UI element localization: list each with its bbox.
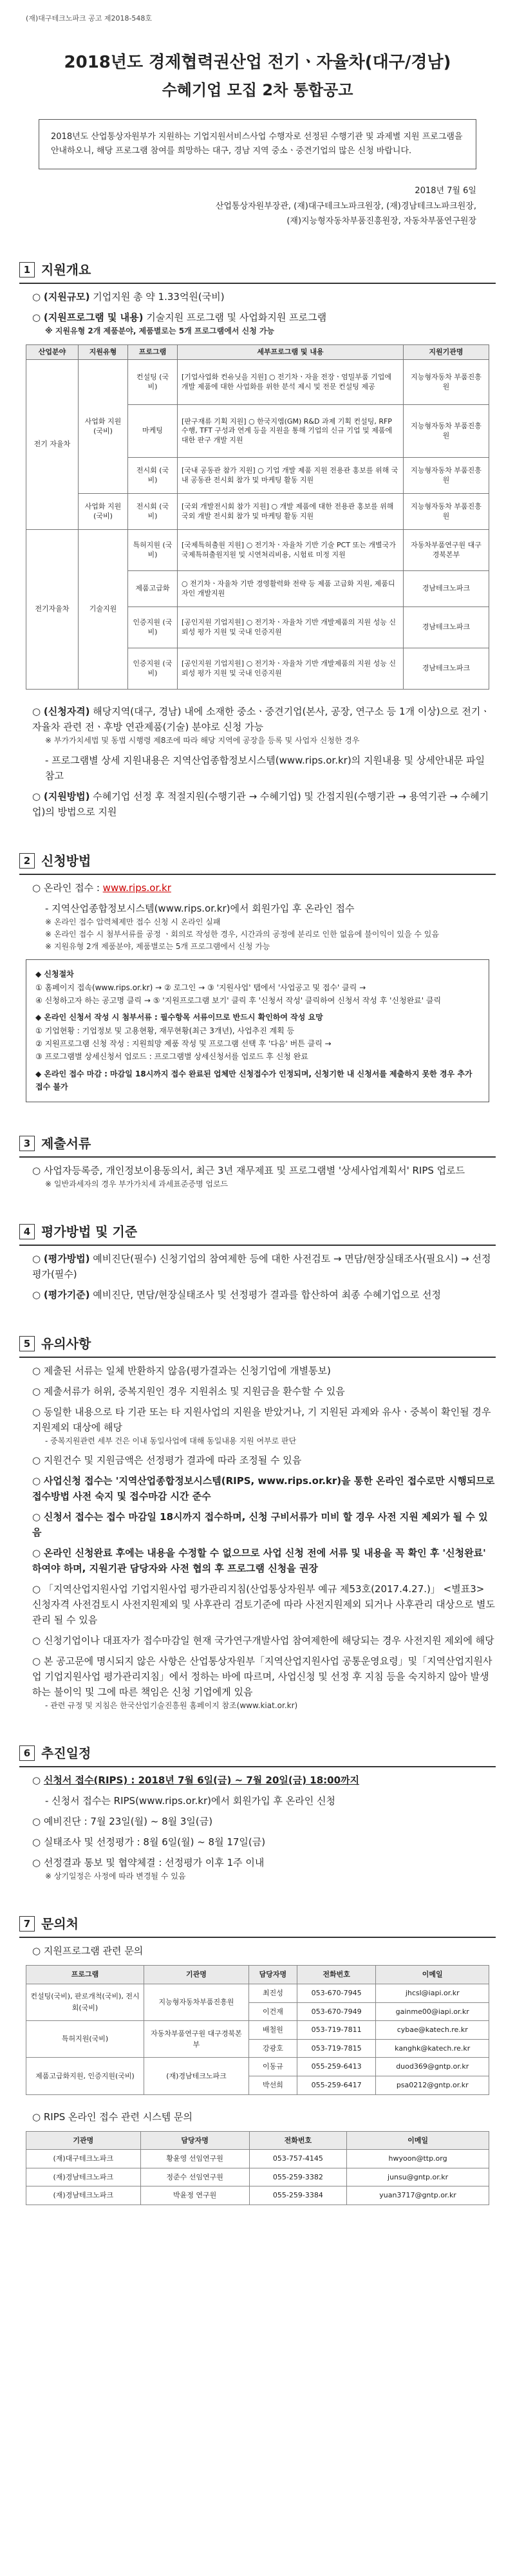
table-header-row: 프로그램 기관명 담당자명 전화번호 이메일 xyxy=(26,1966,489,1984)
intro-box: 2018년도 산업통상자원부가 지원하는 기업지원서비스사업 수행자로 선정된 수행기관 및 과제별 지원 프로그램을 안내하오니, 해당 프로그램 참여를 희망하는 대구, 경남 지역 중소ㆍ중견기업의 많은 신청 바랍니다. xyxy=(39,119,476,169)
schedule-application: ○ 신청서 접수(RIPS) : 2018년 7월 6일(금) ~ 7월 20일(금) 18:00까지 xyxy=(32,1774,360,1787)
issue-date: 2018년 7월 6일 xyxy=(415,186,476,196)
page-title: 2018년도 경제협력권산업 전기ㆍ자율차(대구/경남) xyxy=(64,52,451,72)
section-heading: 6 추진일정 xyxy=(19,1743,496,1767)
support-program: ○ (지원프로그램 및 내용) 기술지원 프로그램 및 사업화지원 프로그램 xyxy=(32,312,327,324)
eligibility-detail: - 프로그램별 상세 지원내용은 지역산업종합정보시스템(www.rips.or.kr)의 지원내용 및 상세안내문 파일 참고 xyxy=(45,754,485,782)
section-heading: 4 평가방법 및 기준 xyxy=(19,1221,496,1246)
section-heading: 1 지원개요 xyxy=(19,259,496,284)
list-item: ○ 지원건수 및 지원금액은 선정평가 결과에 따라 조정될 수 있음 xyxy=(32,1454,302,1467)
table-row: 사업화 지원 (국비) 전시회 (국비) [국외 개발전시회 참가 지원] ○ 개발 제품에 대한 전용관 홍보를 위해 국외 개발 전시회 참가 및 마케팅 활동 지원 지능형자동차 부품진흥원 xyxy=(26,494,489,530)
table-row: 강광호 053-719-7815 kanghk@katech.re.kr xyxy=(26,2039,489,2058)
table-row: (재)경남테크노파크 박윤정 연구원 055-259-3384 yuan3717@gntp.or.kr xyxy=(26,2186,489,2205)
table-header-row: 기관명 담당자명 전화번호 이메일 xyxy=(26,2131,489,2150)
section-heading: 3 제출서류 xyxy=(19,1133,496,1158)
application-note: ※ 온라인 접수 압력체제만 접수 신청 시 온라인 실패 xyxy=(45,917,221,926)
section-documents xyxy=(19,1133,496,1190)
list-item: ○ 제출서류가 허위, 중복지원인 경우 지원취소 및 지원금을 환수할 수 있음 xyxy=(32,1385,345,1397)
table-header-row: 산업분야 지원유형 프로그램 세부프로그램 및 내용 지원기관명 xyxy=(26,344,489,360)
online-application: ○ 온라인 접수 : www.rips.or.kr xyxy=(32,881,171,894)
support-scale: ○ (지원규모) 기업지원 총 약 1.33억원(국비) xyxy=(32,291,225,303)
section-overview xyxy=(19,259,496,819)
application-note: ※ 온라인 접수 시 첨부서류를 공정 ㆍ회의로 작성한 경우, 시간과의 공정에 분리로 인한 없음에 불이익이 있을 수 있음 xyxy=(45,929,439,939)
announcement-number: (재)대구테크노파크 공고 제2018-548호 xyxy=(26,14,153,23)
list-item: ○ 동일한 내용으로 타 기관 또는 타 지원사업의 지원을 받았거나, 기 지원된 과제와 유사ㆍ중복이 확인될 경우 지원제외 대상에 해당 xyxy=(32,1406,491,1433)
schedule-evaluation: ○ 실태조사 및 선정평가 : 8월 6일(월) ~ 8월 17일(금) xyxy=(32,1836,266,1848)
list-item: ○ 신청기업이나 대표자가 접수마감일 현재 국가연구개발사업 참여제한에 해당되는 경우 사전지원 제외에 해당 xyxy=(32,1635,494,1647)
table-row: 전기 자율차 사업화 지원 (국비) 컨설팅 (국비) [기업사업화 컨유닛을 지원] ○ 전기차ㆍ자율 전장ㆍ엄밀부품 기업에 개발 제품에 대한 사업화를 위한 분석 제시 및 전문 컨설팅 제공 지능형자동차 부품진흥원 xyxy=(26,360,489,405)
page-subtitle: 수혜기업 모집 2차 통합공고 xyxy=(162,80,353,99)
evaluation-criteria: ○ (평가기준) 예비진단, 면담/현장실태조사 및 선정평가 결과를 합산하여 최종 수혜기업으로 선정 xyxy=(32,1288,441,1301)
schedule-application-detail: - 신청서 접수는 RIPS(www.rips.or.kr)에서 회원가입 후 온라인 신청 xyxy=(45,1795,335,1807)
section-heading: 2 신청방법 xyxy=(19,851,496,875)
section-precautions xyxy=(19,1333,496,1712)
eligibility-note: ※ 부가가치세법 및 동법 시행령 제8조에 따라 해당 지역에 공장을 등록 및 사업자 신청한 경우 xyxy=(45,736,360,746)
evaluation-method: ○ (평가방법) 예비진단(필수) 신청기업의 참여제한 등에 대한 사전검토 → 면담/현장실태조사(필요시) → 선정평가(필수) xyxy=(32,1252,491,1280)
list-item: ○ 신청서 접수는 접수 마감일 18시까지 접수하며, 신청 구비서류가 미비 할 경우 사전 지원 제외가 될 수 있음 xyxy=(32,1511,488,1539)
section-evaluation xyxy=(19,1221,496,1302)
table-row: 컨설팅(국비), 판로개척(국비), 전시회(국비) 지능형자동차부품진흥원 최진성 053-670-7945 jhcsl@iapi.or.kr xyxy=(26,1984,489,2002)
list-item: ○ 온라인 신청완료 후에는 내용을 수정할 수 없으므로 사업 신청 전에 서류 및 내용을 꼭 확인 후 '신청완료' 하여야 하며, 지원기관 담당자와 사전 협의 후 프로그램 신청을 권장 xyxy=(32,1547,486,1575)
documents-note: ※ 일반과세자의 경우 부가가치세 과세표준증명 업로드 xyxy=(45,1179,229,1189)
online-application-detail: - 지역산업종합정보시스템(www.rips.or.kr)에서 회원가입 후 온라인 접수 xyxy=(45,902,355,914)
table-row: 인증지원 (국비) [공인지원 기업지원] ○ 전기차ㆍ자율차 기반 개발제품의 지원 성능 신뢰성 평가 지원 및 국내 인증지원 경남테크노파크 xyxy=(26,607,489,648)
precaution-note: - 중복지원관련 세부 건은 이내 동일사업에 대해 동일내용 지원 여부로 판단 xyxy=(45,1436,297,1445)
rips-contacts-title: ○ RIPS 온라인 접수 관련 시스템 문의 xyxy=(32,2111,192,2123)
table-row: 마케팅 [판구재류 기획 지원] ○ 한국지엠(GM) R&D 과제 기획 컨설팅, RFP 수행, TFT 구성과 연계 등을 지원을 통해 기업의 신규 기업 및 제품에 대한 판구 개발 지원 지능형자동차 부품진흥원 xyxy=(26,405,489,458)
table-row: (재)경남테크노파크 정준수 선임연구원 055-259-3382 junsu@gntp.or.kr xyxy=(26,2168,489,2186)
schedule-result: ○ 선정결과 통보 및 협약체결 : 선정평가 이후 1주 이내 xyxy=(32,1857,265,1869)
schedule-pre-diagnosis: ○ 예비진단 : 7월 23일(월) ~ 8월 3일(금) xyxy=(32,1816,213,1828)
program-table xyxy=(26,344,489,690)
section-contacts xyxy=(19,1913,496,2205)
eligibility: ○ (신청자격) 해당지역(대구, 경남) 내에 소재한 중소ㆍ중견기업(본사, 공장, 연구소 등 1개 이상)으로 전기ㆍ자율차 관련 전ㆍ후방 연관제품(기술) 분야로 신청 가능 xyxy=(32,706,490,733)
issuer-line: 산업통상자원부장관, (재)대구테크노파크원장, (재)경남테크노파크원장, xyxy=(215,201,476,211)
rips-link[interactable]: www.rips.or.kr xyxy=(102,881,171,894)
table-row: 제품고급화지원, 인증지원(국비) (재)경남테크노파크 이동규 055-259-6413 duod369@gntp.or.kr xyxy=(26,2058,489,2076)
program-note: ※ 지원유형 2개 제품분야, 제품별로는 5개 프로그램에서 신청 가능 xyxy=(45,326,275,336)
precaution-note: - 관련 규정 및 지침은 한국산업기술진흥원 홈페이지 참조(www.kiat.or.kr) xyxy=(45,1701,298,1711)
table-row: 전시회 (국비) [국내 공동관 참가 지원] ○ 기업 개발 제품 지원 전용관 홍보를 위해 국내 공동관 전시회 참가 및 마케팅 활동 지원 지능형자동차 부품진흥원 xyxy=(26,458,489,494)
table-row: 이건재 053-670-7949 gainme00@iapi.or.kr xyxy=(26,2002,489,2021)
issuer-line: (재)지능형자동차부품진흥원장, 자동차부품연구원장 xyxy=(286,216,476,226)
list-item: ○ 본 공고문에 명시되지 않은 사항은 산업통상자원부「지역산업지원사업 공통운영요령」및「지역산업지원사업 기업지원사업 평가관리지침」에서 정하는 바에 따르며, 사업신청 및 선정 후 지침 등을 숙지하지 않아 발생하는 불이익 및 그에 따른 책임은 신청 기업에게 있음 xyxy=(32,1655,492,1698)
table-row: 박선희 055-259-6417 psa0212@gntp.or.kr xyxy=(26,2076,489,2094)
table-row: 전기자율차 기술지원 특허지원 (국비) [국제특허출원 지원] ○ 전기차ㆍ자율차 기반 기술 PCT 또는 개별국가 국제특허출원지원 및 시연처리비용, 시험료 미정 지원 자동차부품연구원 대구경북본부 xyxy=(26,530,489,571)
table-row: (재)대구테크노파크 황윤영 선임연구원 053-757-4145 hwyoon@ttp.org xyxy=(26,2150,489,2168)
program-contacts-title: ○ 지원프로그램 관련 문의 xyxy=(32,1945,144,1957)
section-heading: 5 유의사항 xyxy=(19,1333,496,1358)
rips-contacts-table xyxy=(26,2131,489,2205)
issuer-block xyxy=(0,183,476,229)
documents-list: ○ 사업자등록증, 개인정보이용동의서, 최근 3년 재무제표 및 프로그램별 '상세사업계획서' RIPS 업로드 xyxy=(32,1164,465,1176)
list-item: ○ 「지역산업지원사업 기업지원사업 평가관리지침(산업통상자원부 예규 제53호(2017.4.27.)」 <별표3> 신청자격 사전검토시 사전지원제외 및 사후관리 검토기준에 따라 사전지원제외 되거나 사후관리 대상으로 별도 관리 될 수 있음 xyxy=(32,1583,495,1626)
section-heading: 7 문의처 xyxy=(19,1913,496,1938)
support-method: ○ (지원방법) 수혜기업 선정 후 적절지원(수행기관 → 수혜기업) 및 간접지원(수행기관 → 용역기관 → 수혜기업)의 방법으로 지원 xyxy=(32,790,489,818)
list-item: ○ 사업신청 접수는 '지역산업종합정보시스템(RIPS, www.rips.or.kr)을 통한 온라인 접수로만 시행되므로 접수방법 사전 숙지 및 접수마감 시간 준수 xyxy=(32,1475,495,1503)
application-note: ※ 지원유형 2개 제품분야, 제품별로는 5개 프로그램에서 신청 가능 xyxy=(45,941,270,951)
section-application xyxy=(19,851,496,1102)
table-row: 특허지원(국비) 자동차부품연구원 대구경북본부 배철원 053-719-7811 cybae@katech.re.kr xyxy=(26,2021,489,2040)
table-row: 인증지원 (국비) [공인지원 기업지원] ○ 전기차ㆍ자율차 기반 개발제품의 지원 성능 신뢰성 평가 지원 및 국내 인증지원 경남테크노파크 xyxy=(26,648,489,690)
program-contacts-table xyxy=(26,1965,489,2094)
section-schedule xyxy=(19,1743,496,1883)
list-item: ○ 제출된 서류는 일체 반환하지 않음(평가결과는 신청기업에 개별통보) xyxy=(32,1364,331,1377)
procedure-box: ◆ 신청절차 ① 홈페이지 접속(www.rips.or.kr) → ② 로그인 → ③ '지원사업' 탭에서 '사업공고 및 접수' 클릭 → ④ 신청하고자 하는 공고명 클릭 → ⑤ '지원프로그램 보기' 클릭 후 '신청서 작성' 클릭하여 신청서 작성 후 '신청완료' 클릭 ◆ 온라인 신청서 작성 시 첨부서류 : 필수항목 서류이므로 반드시 확인하여 작성 요망 ① 기업현황 : 기업정보 및 고용현황, 재무현황(최근 3개년), 사업추진 계획 등 ② 지원프로그램 신청 작성 : 지원희망 제품 작성 및 프로그램 선택 후 '다음' 버튼 클릭 → ③ 프로그램별 상세신청서 업로드 : 프로그램별 상세신청서를 업로드 후 신청 완료 ◆ 온라인 접수 마감 : 마감일 18시까지 접수 완료된 업체만 신청접수가 인정되며, 신청기한 내 신청서를 제출하지 못한 경우 추가접수 불가 xyxy=(26,959,489,1102)
schedule-note: ※ 상기일정은 사정에 따라 변경될 수 있음 xyxy=(45,1872,186,1881)
table-row: 제품고급화 ○ 전기차ㆍ자율차 기반 경영활력화 전략 등 제품 고급화 지원, 제품디자인 개발지원 경남테크노파크 xyxy=(26,571,489,607)
